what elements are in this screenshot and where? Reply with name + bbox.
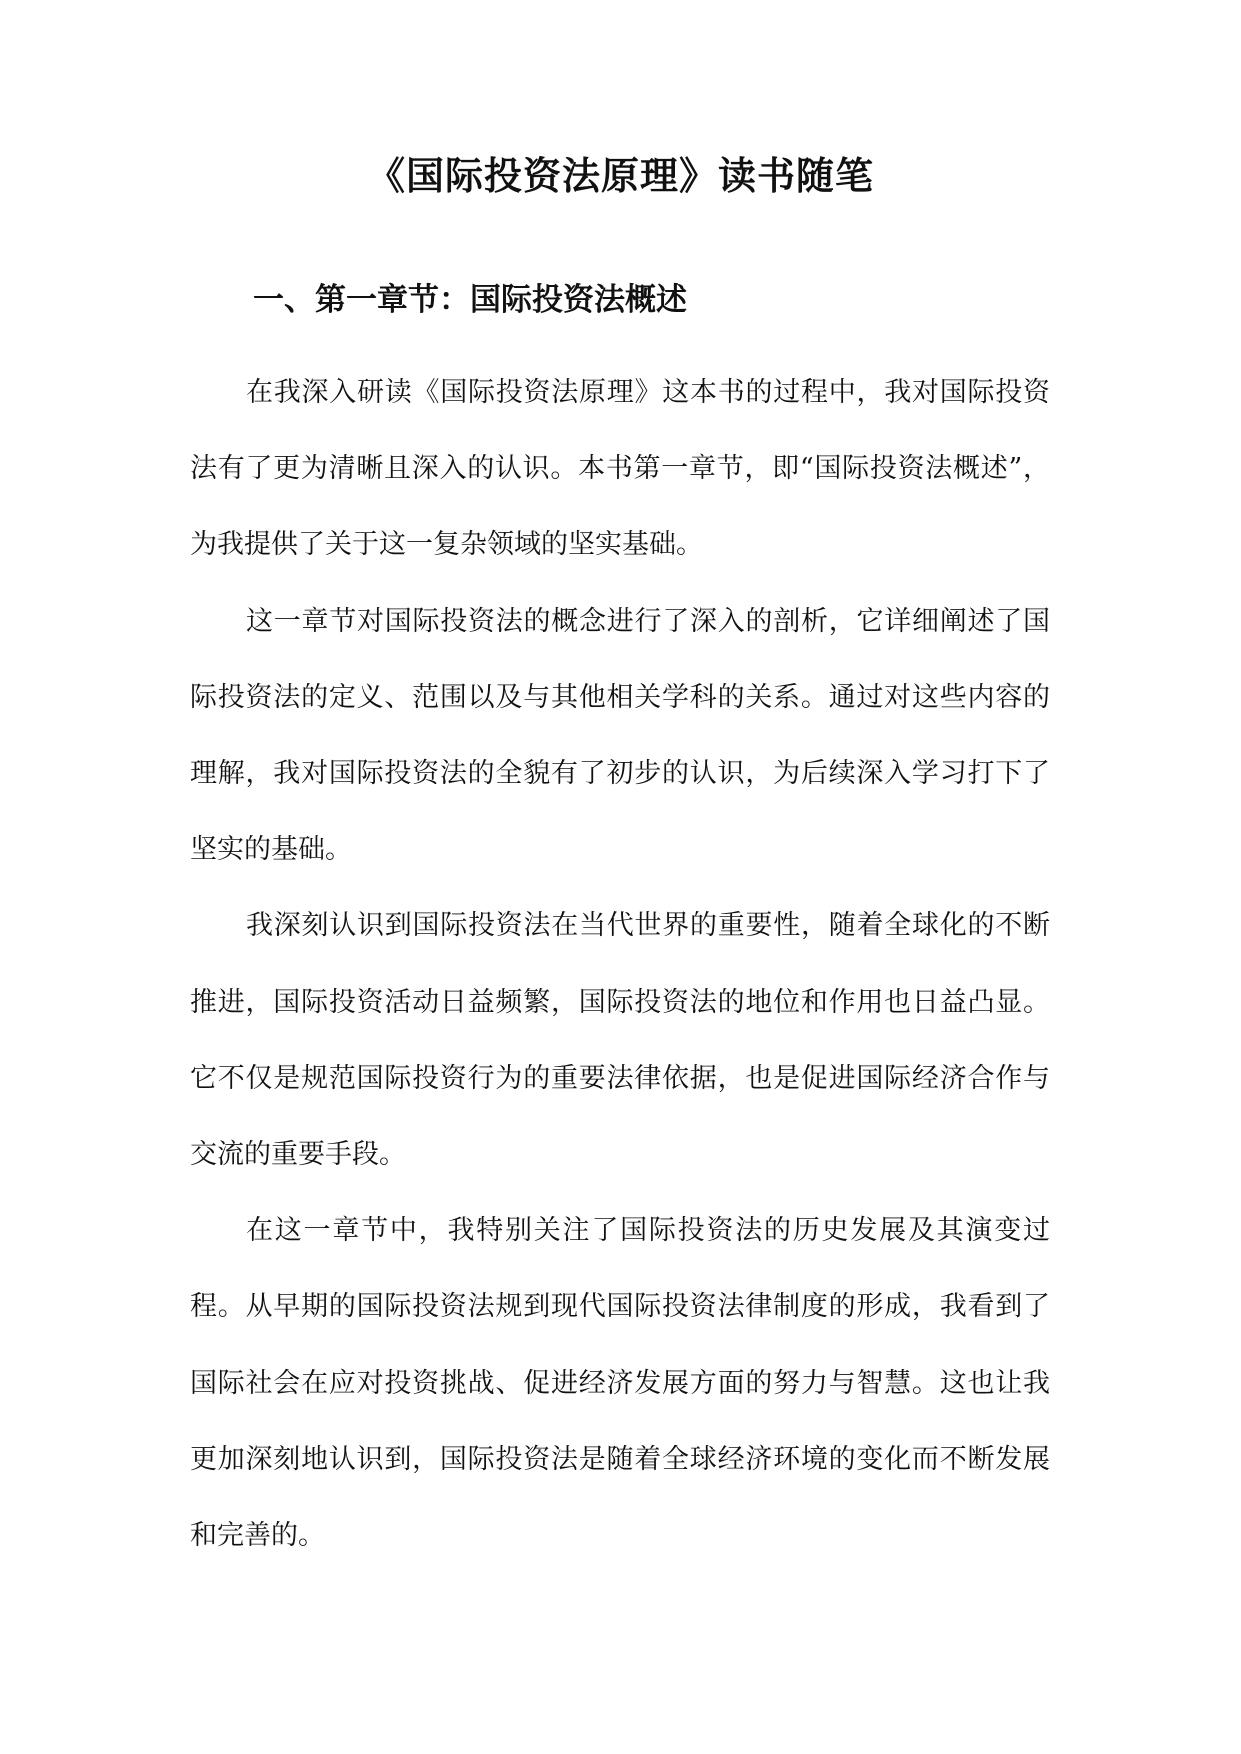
paragraph: 这一章节对国际投资法的概念进行了深入的剖析，它详细阐述了国际投资法的定义、范围以及与其他相关学科的关系。通过对这些内容的理解，我对国际投资法的全貌有了初步的认识，为后续深入学习打下了坚实的基础。 xyxy=(190,605,1050,866)
paragraph: 在我深入研读《国际投资法原理》这本书的过程中，我对国际投资法有了更为清晰且深入的认识。本书第一章节，即“国际投资法概述”，为我提供了关于这一复杂领域的坚实基础。 xyxy=(190,377,1050,561)
paragraph: 我深刻认识到国际投资法在当代世界的重要性，随着全球化的不断推进，国际投资活动日益频繁，国际投资法的地位和作用也日益凸显。它不仅是规范国际投资行为的重要法律依据，也是促进国际经济合作与交流的重要手段。 xyxy=(190,910,1050,1171)
body-text xyxy=(190,355,1050,1574)
document-title: 《国际投资法原理》读书随笔 xyxy=(366,153,874,198)
section-heading: 一、第一章节：国际投资法概述 xyxy=(253,282,687,318)
paragraph: 在这一章节中，我特别关注了国际投资法的历史发展及其演变过程。从早期的国际投资法规到现代国际投资法律制度的形成，我看到了国际社会在应对投资挑战、促进经济发展方面的努力与智慧。这也让我更加深刻地认识到，国际投资法是随着全球经济环境的变化而不断发展和完善的。 xyxy=(190,1215,1050,1552)
